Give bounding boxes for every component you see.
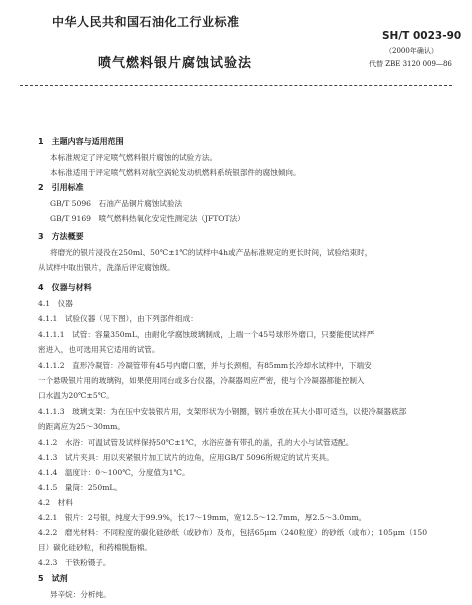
section-4-line: 4.1.1.2 直形冷凝管：冷凝管带有45号内磨口塞，并与长颈相，有85mm长冷却水试样中，下端安 <box>38 361 372 370</box>
section-4-line: 4.1 仪器 <box>38 299 73 308</box>
section-3-paragraph: 将磨光的银片浸没在250ml、50℃±1℃的试样中4h或产品标准规定的更长时间，试验结束时， <box>50 248 373 257</box>
section-4-line: 目）碳化硅砂粒，和药棉脱脂棉。 <box>38 543 152 552</box>
section-2-heading: 2 引用标准 <box>38 183 84 192</box>
section-4-line: 口水温为20℃±5℃。 <box>38 391 114 400</box>
approval-note: （2000年确认） <box>385 47 438 55</box>
section-5-heading: 5 试剂 <box>38 574 68 583</box>
section-4-line: 4.2.2 磨光材料：不同粒度的碳化硅砂纸（或砂布）及布，包括65μm（240粒度）的砂纸（或布）；105μm（150 <box>38 528 428 537</box>
replaces-note: 代替 ZBE 3120 009—86 <box>369 60 452 68</box>
section-1-heading: 1 主题内容与适用范围 <box>38 137 124 146</box>
section-4-line: 4.1.3 试片夹具：用以夹紧银片加工试片的边角，应用GB/T 5096所规定的试片夹具。 <box>38 453 334 462</box>
section-4-heading: 4 仪器与材料 <box>38 283 92 292</box>
header-divider <box>20 85 452 86</box>
section-4-line: 4.1.4 温度计：0～100℃，分度值为1℃。 <box>38 468 190 477</box>
section-4-line: 4.2.1 银片：2号银，纯度大于99.9%，长17～19mm，宽12.5～12.7mm，厚2.5～3.0mm。 <box>38 513 367 522</box>
section-1-paragraph: 本标准适用于评定喷气燃料对航空涡轮发动机燃料系统银部件的腐蚀倾向。 <box>50 168 301 177</box>
section-3-paragraph: 从试样中取出银片，洗涤后评定腐蚀级。 <box>38 263 175 272</box>
document-title: 喷气燃料银片腐蚀试验法 <box>98 56 253 71</box>
reference-item: GB/T 5096 石油产品铜片腐蚀试验法 <box>50 199 183 208</box>
section-4-line: 4.1.1 试验仪器（见下图），由下列部件组成： <box>38 314 198 323</box>
section-4-line: 4.1.1.1 试管：容量350mL，由耐化学腐蚀玻璃制成，上端一个45号球形外磨口，只要能使试样严 <box>38 330 375 339</box>
section-4-line: 密进入，也可选用其它适用的试管。 <box>38 345 160 354</box>
section-4-line: 4.2 材料 <box>38 498 73 507</box>
section-4-line: 一个悬吸银片用的玻璃钩，如果使用同台或多台仪器，冷凝器周应严密，使与个冷凝器都能控制入 <box>38 376 365 385</box>
section-4-line: 4.2.3 干铁粉镊子。 <box>38 558 111 567</box>
reference-item: GB/T 9169 喷气燃料热氧化安定性测定法（JFTOT法） <box>50 214 245 223</box>
section-4-line: 的距离应为25～30mm。 <box>38 422 125 431</box>
section-4-line: 4.1.5 量筒：250mL。 <box>38 483 123 492</box>
ministry-heading: 中华人民共和国石油化工行业标准 <box>52 15 240 29</box>
section-1-paragraph: 本标准规定了评定喷气燃料银片腐蚀的试验方法。 <box>50 153 218 162</box>
section-5-paragraph: 异辛烷：分析纯。 <box>50 590 111 599</box>
section-4-line: 4.1.1.3 玻璃支架：为在压中安装银片用，支架形状为小钢圈，钢片垂放在其大小即可适当，以使冷凝器底部 <box>38 407 407 416</box>
section-4-line: 4.1.2 水浴：可温试管及试样保持50℃±1℃，水浴应备有带孔的盖，孔的大小与试管适配。 <box>38 438 354 447</box>
standard-code: SH/T 0023-90 <box>382 30 462 42</box>
section-3-heading: 3 方法概要 <box>38 232 84 241</box>
